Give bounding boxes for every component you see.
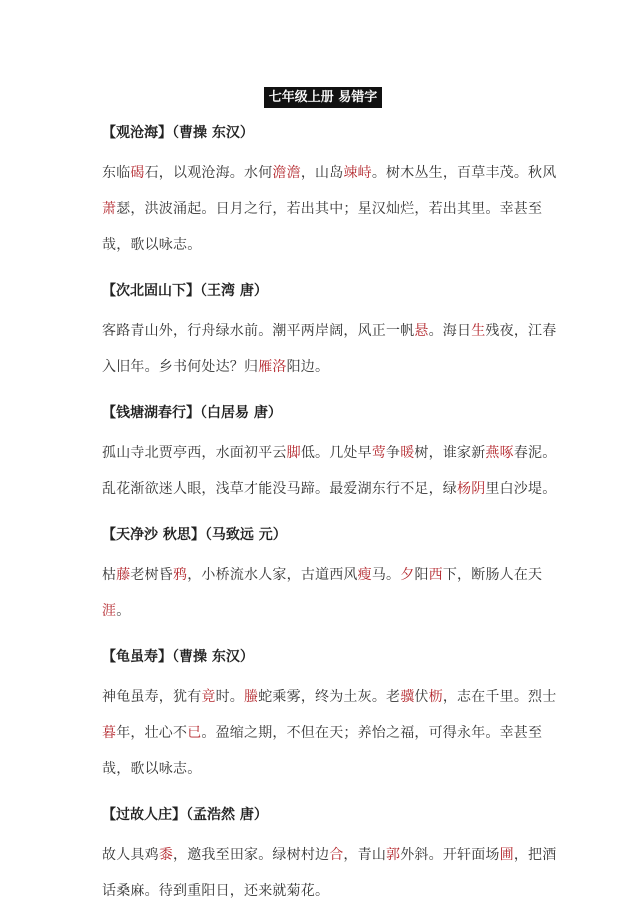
poem-text (102, 155, 562, 263)
error-prone-char: 暖 (400, 445, 415, 461)
error-prone-char: 瘦 (357, 567, 372, 583)
poem-heading: 【天净沙 秋思】（马致远 元） (102, 527, 287, 543)
poem-text-run: 阳 (414, 567, 429, 583)
poem-text-run: 低。几处早 (300, 445, 372, 461)
poem-section (102, 399, 562, 507)
poem-text-run: 。海日 (428, 323, 472, 339)
poem-text-run: 。树木丛生，百草丰茂。秋风 (371, 165, 557, 181)
poem-text-run: ，把酒话桑麻。待到重阳日，还来就菊花。 (102, 847, 557, 899)
poem-text-run: ，山岛 (300, 165, 344, 181)
error-prone-char: 洛 (272, 359, 287, 375)
poem-text-run: 东临 (102, 165, 131, 181)
error-prone-char: 黍 (158, 847, 174, 863)
poem-section (102, 801, 562, 909)
error-prone-char: 夕 (400, 567, 415, 583)
poem-text-run: 年，壮心不 (116, 725, 188, 741)
error-prone-char: 萧 (102, 201, 117, 217)
error-prone-char: 莺 (371, 445, 387, 461)
error-prone-char: 鸦 (173, 567, 188, 583)
page-title: 七年级上册 易错字 (264, 87, 382, 108)
error-prone-char: 藤 (116, 567, 131, 583)
poem-text-run: 故人具鸡 (102, 847, 159, 863)
error-prone-char: 脚 (286, 445, 301, 461)
error-prone-char: 涯 (102, 603, 117, 619)
error-prone-char: 郭 (386, 847, 401, 863)
poem-text-run: 马。 (371, 567, 401, 583)
poem-list (102, 119, 562, 923)
poem-text-run: 枯 (102, 567, 117, 583)
poem-text-run: 阳边。 (286, 359, 330, 375)
poem-section (102, 643, 562, 787)
poem-heading: 【过故人庄】（孟浩然 唐） (102, 807, 268, 823)
poem-text-run: 争 (386, 445, 401, 461)
poem-text-run: 孤山寺北贾亭西，水面初平云 (102, 445, 287, 461)
poem-section (102, 521, 562, 629)
poem-text (102, 679, 562, 787)
error-prone-char: 阴 (471, 481, 486, 497)
error-prone-char: 螣 (244, 689, 259, 705)
poem-text-run: 石，以观沧海。水何 (144, 165, 273, 181)
error-prone-char: 竟 (201, 689, 216, 705)
poem-text-run: ，邀我至田家。绿树村边 (173, 847, 330, 863)
poem-text-run: 。盈缩之期，不但在天；养怡之福，可得永年。幸甚至哉，歌以咏志。 (102, 725, 543, 777)
poem-text (102, 837, 562, 909)
poem-text-run: 。 (116, 603, 131, 619)
poem-heading: 【次北固山下】（王湾 唐） (102, 283, 268, 299)
error-prone-char: 雁 (258, 359, 273, 375)
poem-text-run: 蛇乘雾，终为土灰。老 (258, 689, 401, 705)
error-prone-char: 澹澹 (272, 165, 301, 181)
poem-text-run: 瑟，洪波涌起。日月之行，若出其中；星汉灿烂，若出其里。幸甚至哉，歌以咏志。 (102, 201, 543, 253)
poem-text-run: 残夜，江春入旧年。乡书何处达？归 (102, 323, 557, 375)
error-prone-char: 燕啄 (485, 445, 514, 461)
poem-text-run: ，小桥流水人家，古道西风 (187, 567, 358, 583)
poem-text-run: 下，断肠人在天 (442, 567, 543, 583)
poem-text-run: 伏 (414, 689, 429, 705)
error-prone-char: 杨 (457, 481, 472, 497)
poem-text (102, 557, 562, 629)
error-prone-char: 西 (428, 567, 443, 583)
error-prone-char: 枥 (428, 689, 443, 705)
error-prone-char: 合 (329, 847, 344, 863)
error-prone-char: 已 (187, 725, 202, 741)
error-prone-char: 暮 (102, 725, 117, 741)
poem-text-run: 老树昏 (130, 567, 174, 583)
poem-heading: 【龟虽寿】（曹操 东汉） (102, 649, 254, 665)
poem-text-run: 里白沙堤。 (485, 481, 557, 497)
poem-text-run: 时。 (215, 689, 245, 705)
error-prone-char: 生 (471, 323, 486, 339)
error-prone-char: 骥 (400, 689, 415, 705)
error-prone-char: 竦峙 (343, 165, 372, 181)
poem-text (102, 435, 562, 507)
poem-text-run: 春泥。乱花渐欲迷人眼，浅草才能没马蹄。最爱湖东行不足，绿 (102, 445, 557, 497)
poem-heading: 【钱塘湖春行】（白居易 唐） (102, 405, 282, 421)
poem-section (102, 119, 562, 263)
poem-text (102, 313, 562, 385)
poem-section (102, 277, 562, 385)
poem-text-run: 树，谁家新 (414, 445, 486, 461)
poem-text-run: 客路青山外，行舟绿水前。潮平两岸阔，风正一帆 (102, 323, 415, 339)
error-prone-char: 圃 (499, 847, 514, 863)
error-prone-char: 悬 (414, 323, 429, 339)
poem-text-run: ，志在千里。烈士 (442, 689, 557, 705)
poem-text-run: 外斜。开轩面场 (400, 847, 500, 863)
poem-heading: 【观沧海】（曹操 东汉） (102, 125, 254, 141)
poem-text-run: 神龟虽寿，犹有 (102, 689, 202, 705)
error-prone-char: 碣 (130, 165, 145, 181)
poem-text-run: ，青山 (343, 847, 387, 863)
